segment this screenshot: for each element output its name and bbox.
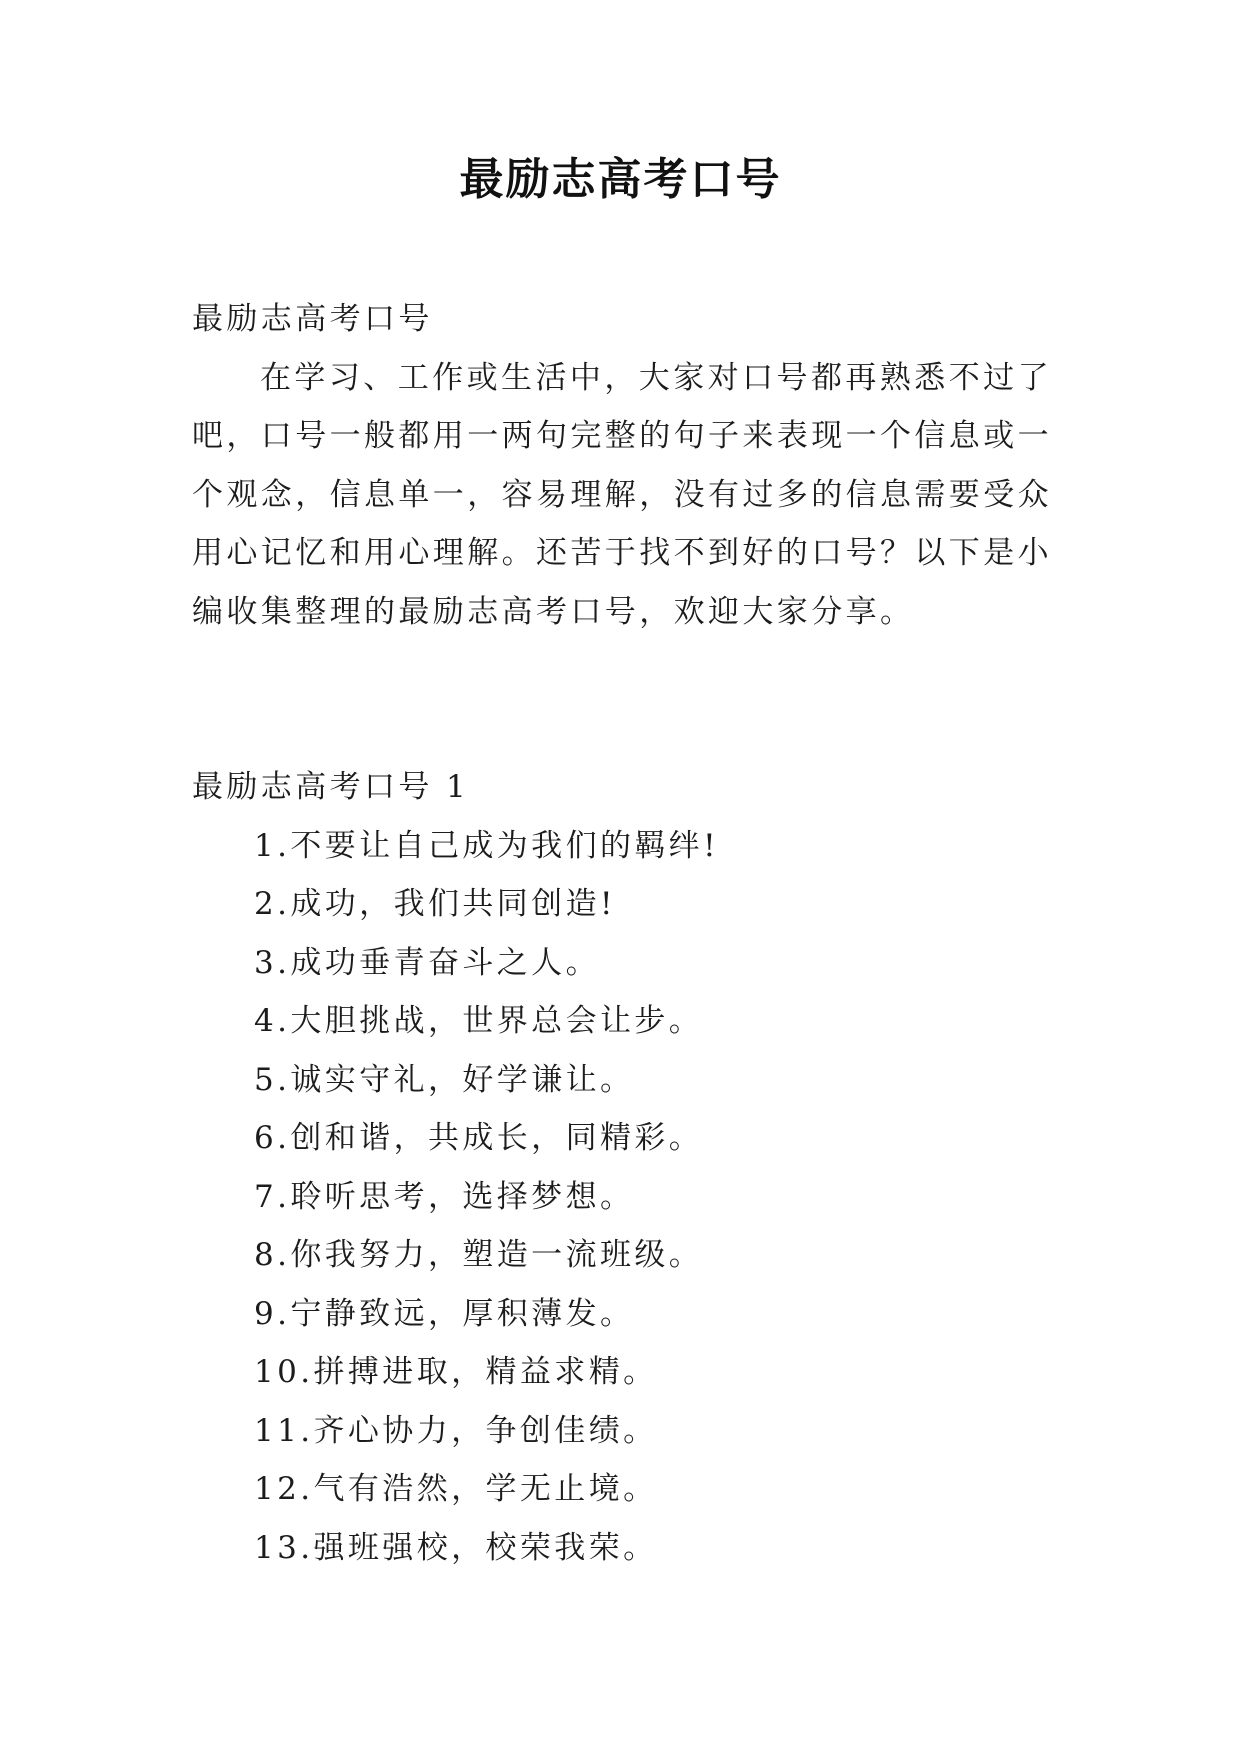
slogan-item: 9.宁静致远，厚积薄发。 — [254, 1295, 635, 1332]
subheading: 最励志高考口号 — [192, 301, 433, 337]
section-spacer — [192, 641, 1052, 758]
slogan-list — [192, 817, 1052, 1578]
slogan-item: 12.气有浩然，学无止境。 — [254, 1471, 658, 1507]
slogan-item: 1.不要让自己成为我们的羁绊! — [254, 827, 720, 864]
slogan-item: 6.创和谐，共成长，同精彩。 — [254, 1120, 704, 1156]
slogan-item: 13.强班强校，校荣我荣。 — [254, 1529, 658, 1566]
document-title: 最励志高考口号 — [459, 154, 782, 205]
slogan-item: 8.你我努力，塑造一流班级。 — [254, 1237, 704, 1273]
document-body — [192, 290, 1052, 1577]
section-heading: 最励志高考口号 1 — [192, 769, 470, 805]
slogan-item: 11.齐心协力，争创佳绩。 — [254, 1412, 658, 1449]
slogan-item: 10.拼搏进取，精益求精。 — [254, 1354, 658, 1390]
slogan-item: 3.成功垂青奋斗之人。 — [254, 944, 600, 981]
intro-paragraph: 在学习、工作或生活中，大家对口号都再熟悉不过了吧，口号一般都用一两句完整的句子来表现一个信息或一个观念，信息单一，容易理解，没有过多的信息需要受众用心记忆和用心理解。还苦于找不到好的口号？以下是小编收集整理的最励志高考口号，欢迎大家分享。 — [192, 359, 1052, 630]
slogan-item: 5.诚实守礼，好学谦让。 — [254, 1061, 635, 1098]
slogan-item: 2.成功，我们共同创造! — [254, 886, 616, 922]
slogan-item: 4.大胆挑战，世界总会让步。 — [254, 1003, 704, 1039]
slogan-item: 7.聆听思考，选择梦想。 — [254, 1178, 635, 1215]
